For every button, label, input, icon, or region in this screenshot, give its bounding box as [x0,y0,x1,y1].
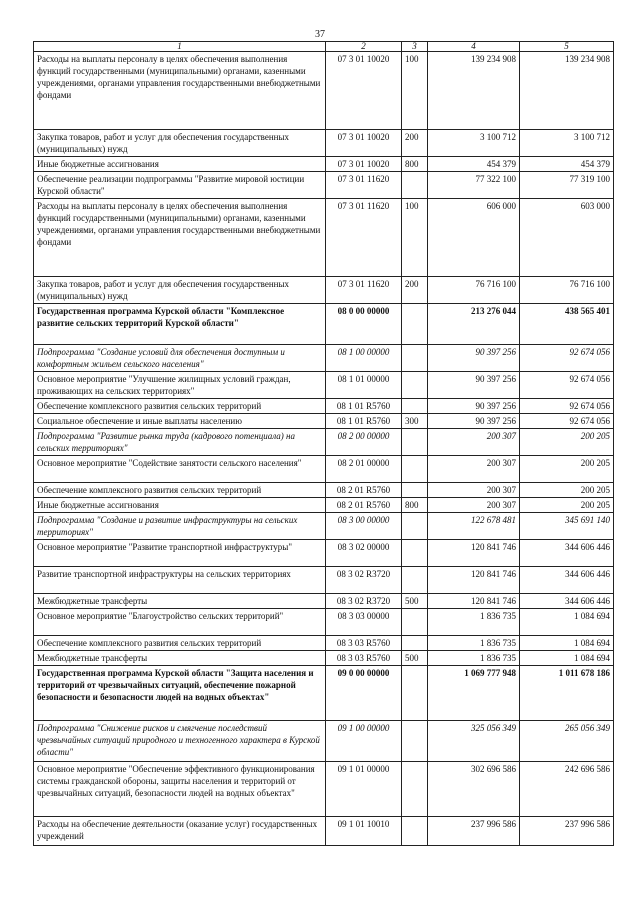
row-name-cell: Иные бюджетные ассигнования [34,498,326,513]
table-row [34,277,614,304]
row-code-cell: 08 2 01 00000 [326,456,402,483]
row-code-cell: 08 3 02 R3720 [326,594,402,609]
budget-table [33,41,614,846]
row-code-cell: 08 3 02 00000 [326,540,402,567]
row-name-cell: Подпрограмма "Снижение рисков и смягчение последствий чрезвычайных ситуаций природного и техногенного характера в Курской области" [34,721,326,762]
table-row [34,483,614,498]
column-header: 3 [402,42,428,52]
row-amount-second-year-cell: 92 674 056 [520,414,614,429]
row-amount-second-year-cell: 344 606 446 [520,567,614,594]
row-amount-first-year-cell: 3 100 712 [428,130,520,157]
page-number: 37 [315,29,325,40]
row-amount-second-year-cell: 92 674 056 [520,372,614,399]
row-expense-type-cell [402,399,428,414]
row-code-cell: 07 3 01 11620 [326,277,402,304]
row-name-cell: Обеспечение комплексного развития сельских территорий [34,483,326,498]
row-amount-first-year-cell: 122 678 481 [428,513,520,540]
table-row [34,666,614,721]
row-name-cell: Обеспечение комплексного развития сельских территорий [34,399,326,414]
row-amount-second-year-cell: 242 696 586 [520,762,614,817]
row-code-cell: 07 3 01 11620 [326,172,402,199]
row-name-cell: Межбюджетные трансферты [34,594,326,609]
row-amount-second-year-cell: 438 565 401 [520,304,614,345]
table-row [34,721,614,762]
row-expense-type-cell [402,429,428,456]
row-name-cell: Расходы на обеспечение деятельности (оказание услуг) государственных учреждений [34,817,326,846]
row-code-cell: 08 0 00 00000 [326,304,402,345]
row-amount-first-year-cell: 77 322 100 [428,172,520,199]
row-expense-type-cell [402,636,428,651]
row-amount-second-year-cell: 92 674 056 [520,345,614,372]
table-row [34,456,614,483]
row-amount-second-year-cell: 200 205 [520,483,614,498]
row-name-cell: Расходы на выплаты персоналу в целях обеспечения выполнения функций государственными (муниципальными) органами, казенными учреждениями, органами управления государственными внебюджетными фондами [34,199,326,277]
row-expense-type-cell [402,304,428,345]
row-code-cell: 08 1 01 R5760 [326,399,402,414]
row-amount-first-year-cell: 90 397 256 [428,399,520,414]
row-amount-first-year-cell: 1 836 735 [428,636,520,651]
row-name-cell: Основное мероприятие "Улучшение жилищных условий граждан, проживающих на сельских территориях" [34,372,326,399]
row-amount-first-year-cell: 302 696 586 [428,762,520,817]
row-amount-first-year-cell: 1 836 735 [428,651,520,666]
table-row [34,414,614,429]
table-row [34,636,614,651]
row-expense-type-cell [402,456,428,483]
row-name-cell: Основное мероприятие "Содействие занятости сельского населения" [34,456,326,483]
row-expense-type-cell [402,762,428,817]
table-row [34,498,614,513]
row-amount-second-year-cell: 1 011 678 186 [520,666,614,721]
row-amount-first-year-cell: 90 397 256 [428,345,520,372]
column-header: 4 [428,42,520,52]
row-amount-second-year-cell: 603 000 [520,199,614,277]
table-row [34,651,614,666]
row-expense-type-cell [402,513,428,540]
row-name-cell: Развитие транспортной инфраструктуры на сельских территориях [34,567,326,594]
row-amount-second-year-cell: 3 100 712 [520,130,614,157]
row-expense-type-cell: 800 [402,157,428,172]
row-name-cell: Государственная программа Курской области "Комплексное развитие сельских территорий Курской области" [34,304,326,345]
row-name-cell: Основное мероприятие "Обеспечение эффективного функционирования системы гражданской обороны, защиты населения и территорий от чрезвычайных ситуаций, безопасности людей на водных объектах" [34,762,326,817]
row-amount-second-year-cell: 139 234 908 [520,52,614,130]
row-amount-first-year-cell: 139 234 908 [428,52,520,130]
row-expense-type-cell [402,666,428,721]
table-row [34,130,614,157]
row-amount-first-year-cell: 237 996 586 [428,817,520,846]
row-name-cell: Социальное обеспечение и иные выплаты населению [34,414,326,429]
table-row [34,540,614,567]
row-name-cell: Обеспечение реализации подпрограммы "Развитие мировой юстиции Курской области" [34,172,326,199]
row-code-cell: 08 3 02 R3720 [326,567,402,594]
row-amount-first-year-cell: 200 307 [428,429,520,456]
row-code-cell: 09 1 01 00000 [326,762,402,817]
row-expense-type-cell [402,721,428,762]
row-amount-first-year-cell: 1 069 777 948 [428,666,520,721]
row-expense-type-cell [402,567,428,594]
row-amount-first-year-cell: 213 276 044 [428,304,520,345]
row-expense-type-cell: 200 [402,130,428,157]
table-row [34,372,614,399]
row-expense-type-cell: 800 [402,498,428,513]
table-row [34,157,614,172]
row-code-cell: 08 2 01 R5760 [326,498,402,513]
column-header: 2 [326,42,402,52]
row-code-cell: 08 2 00 00000 [326,429,402,456]
row-code-cell: 08 1 01 R5760 [326,414,402,429]
row-amount-second-year-cell: 344 606 446 [520,594,614,609]
row-amount-first-year-cell: 90 397 256 [428,372,520,399]
row-amount-first-year-cell: 200 307 [428,483,520,498]
row-code-cell: 07 3 01 11620 [326,199,402,277]
table-row [34,609,614,636]
row-code-cell: 09 1 01 10010 [326,817,402,846]
row-expense-type-cell [402,540,428,567]
row-amount-second-year-cell: 92 674 056 [520,399,614,414]
row-amount-first-year-cell: 120 841 746 [428,567,520,594]
row-amount-second-year-cell: 237 996 586 [520,817,614,846]
row-expense-type-cell [402,345,428,372]
row-code-cell: 08 3 00 00000 [326,513,402,540]
table-row [34,52,614,130]
row-code-cell: 08 1 01 00000 [326,372,402,399]
row-amount-second-year-cell: 77 319 100 [520,172,614,199]
column-header: 5 [520,42,614,52]
row-amount-second-year-cell: 344 606 446 [520,540,614,567]
row-name-cell: Основное мероприятие "Развитие транспортной инфраструктуры" [34,540,326,567]
table-row [34,399,614,414]
row-amount-second-year-cell: 265 056 349 [520,721,614,762]
row-expense-type-cell: 100 [402,52,428,130]
row-amount-second-year-cell: 345 691 140 [520,513,614,540]
row-amount-first-year-cell: 90 397 256 [428,414,520,429]
row-amount-second-year-cell: 76 716 100 [520,277,614,304]
row-amount-first-year-cell: 200 307 [428,456,520,483]
row-expense-type-cell: 300 [402,414,428,429]
row-amount-second-year-cell: 1 084 694 [520,636,614,651]
row-code-cell: 07 3 01 10020 [326,130,402,157]
row-amount-first-year-cell: 120 841 746 [428,540,520,567]
row-expense-type-cell: 500 [402,651,428,666]
row-code-cell: 08 1 00 00000 [326,345,402,372]
row-code-cell: 08 2 01 R5760 [326,483,402,498]
row-amount-second-year-cell: 200 205 [520,498,614,513]
row-name-cell: Подпрограмма "Создание и развитие инфраструктуры на сельских территориях" [34,513,326,540]
row-expense-type-cell [402,372,428,399]
row-amount-first-year-cell: 1 836 735 [428,609,520,636]
row-name-cell: Закупка товаров, работ и услуг для обеспечения государственных (муниципальных) нужд [34,277,326,304]
row-name-cell: Государственная программа Курской области "Защита населения и территорий от чрезвычайных ситуаций, обеспечение пожарной безопасности и безопасности людей на водных объектах" [34,666,326,721]
row-amount-first-year-cell: 325 056 349 [428,721,520,762]
table-row [34,513,614,540]
table-row [34,762,614,817]
row-amount-second-year-cell: 1 084 694 [520,609,614,636]
row-code-cell: 09 1 00 00000 [326,721,402,762]
row-name-cell: Межбюджетные трансферты [34,651,326,666]
column-number-row [34,42,614,52]
row-name-cell: Основное мероприятие "Благоустройство сельских территорий" [34,609,326,636]
row-expense-type-cell [402,817,428,846]
row-code-cell: 09 0 00 00000 [326,666,402,721]
row-amount-first-year-cell: 76 716 100 [428,277,520,304]
table-row [34,817,614,846]
row-amount-first-year-cell: 120 841 746 [428,594,520,609]
row-name-cell: Обеспечение комплексного развития сельских территорий [34,636,326,651]
table-row [34,429,614,456]
row-name-cell: Закупка товаров, работ и услуг для обеспечения государственных (муниципальных) нужд [34,130,326,157]
row-amount-first-year-cell: 606 000 [428,199,520,277]
row-name-cell: Расходы на выплаты персоналу в целях обеспечения выполнения функций государственными (муниципальными) органами, казенными учреждениями, органами управления государственными внебюджетными фондами [34,52,326,130]
table-row [34,594,614,609]
row-amount-second-year-cell: 200 205 [520,429,614,456]
table-row [34,304,614,345]
row-expense-type-cell [402,483,428,498]
table-row [34,345,614,372]
row-expense-type-cell [402,172,428,199]
row-expense-type-cell: 100 [402,199,428,277]
row-name-cell: Подпрограмма "Создание условий для обеспечения доступным и комфортным жильем сельского населения" [34,345,326,372]
row-amount-first-year-cell: 200 307 [428,498,520,513]
row-code-cell: 08 3 03 00000 [326,609,402,636]
row-amount-second-year-cell: 200 205 [520,456,614,483]
table-row [34,172,614,199]
table-row [34,199,614,277]
row-expense-type-cell [402,609,428,636]
row-amount-first-year-cell: 454 379 [428,157,520,172]
row-code-cell: 07 3 01 10020 [326,157,402,172]
row-name-cell: Подпрограмма "Развитие рынка труда (кадрового потенциала) на сельских территориях" [34,429,326,456]
row-amount-second-year-cell: 1 084 694 [520,651,614,666]
row-amount-second-year-cell: 454 379 [520,157,614,172]
row-code-cell: 08 3 03 R5760 [326,636,402,651]
table-row [34,567,614,594]
row-expense-type-cell: 500 [402,594,428,609]
row-code-cell: 08 3 03 R5760 [326,651,402,666]
column-header: 1 [34,42,326,52]
row-expense-type-cell: 200 [402,277,428,304]
row-code-cell: 07 3 01 10020 [326,52,402,130]
row-name-cell: Иные бюджетные ассигнования [34,157,326,172]
